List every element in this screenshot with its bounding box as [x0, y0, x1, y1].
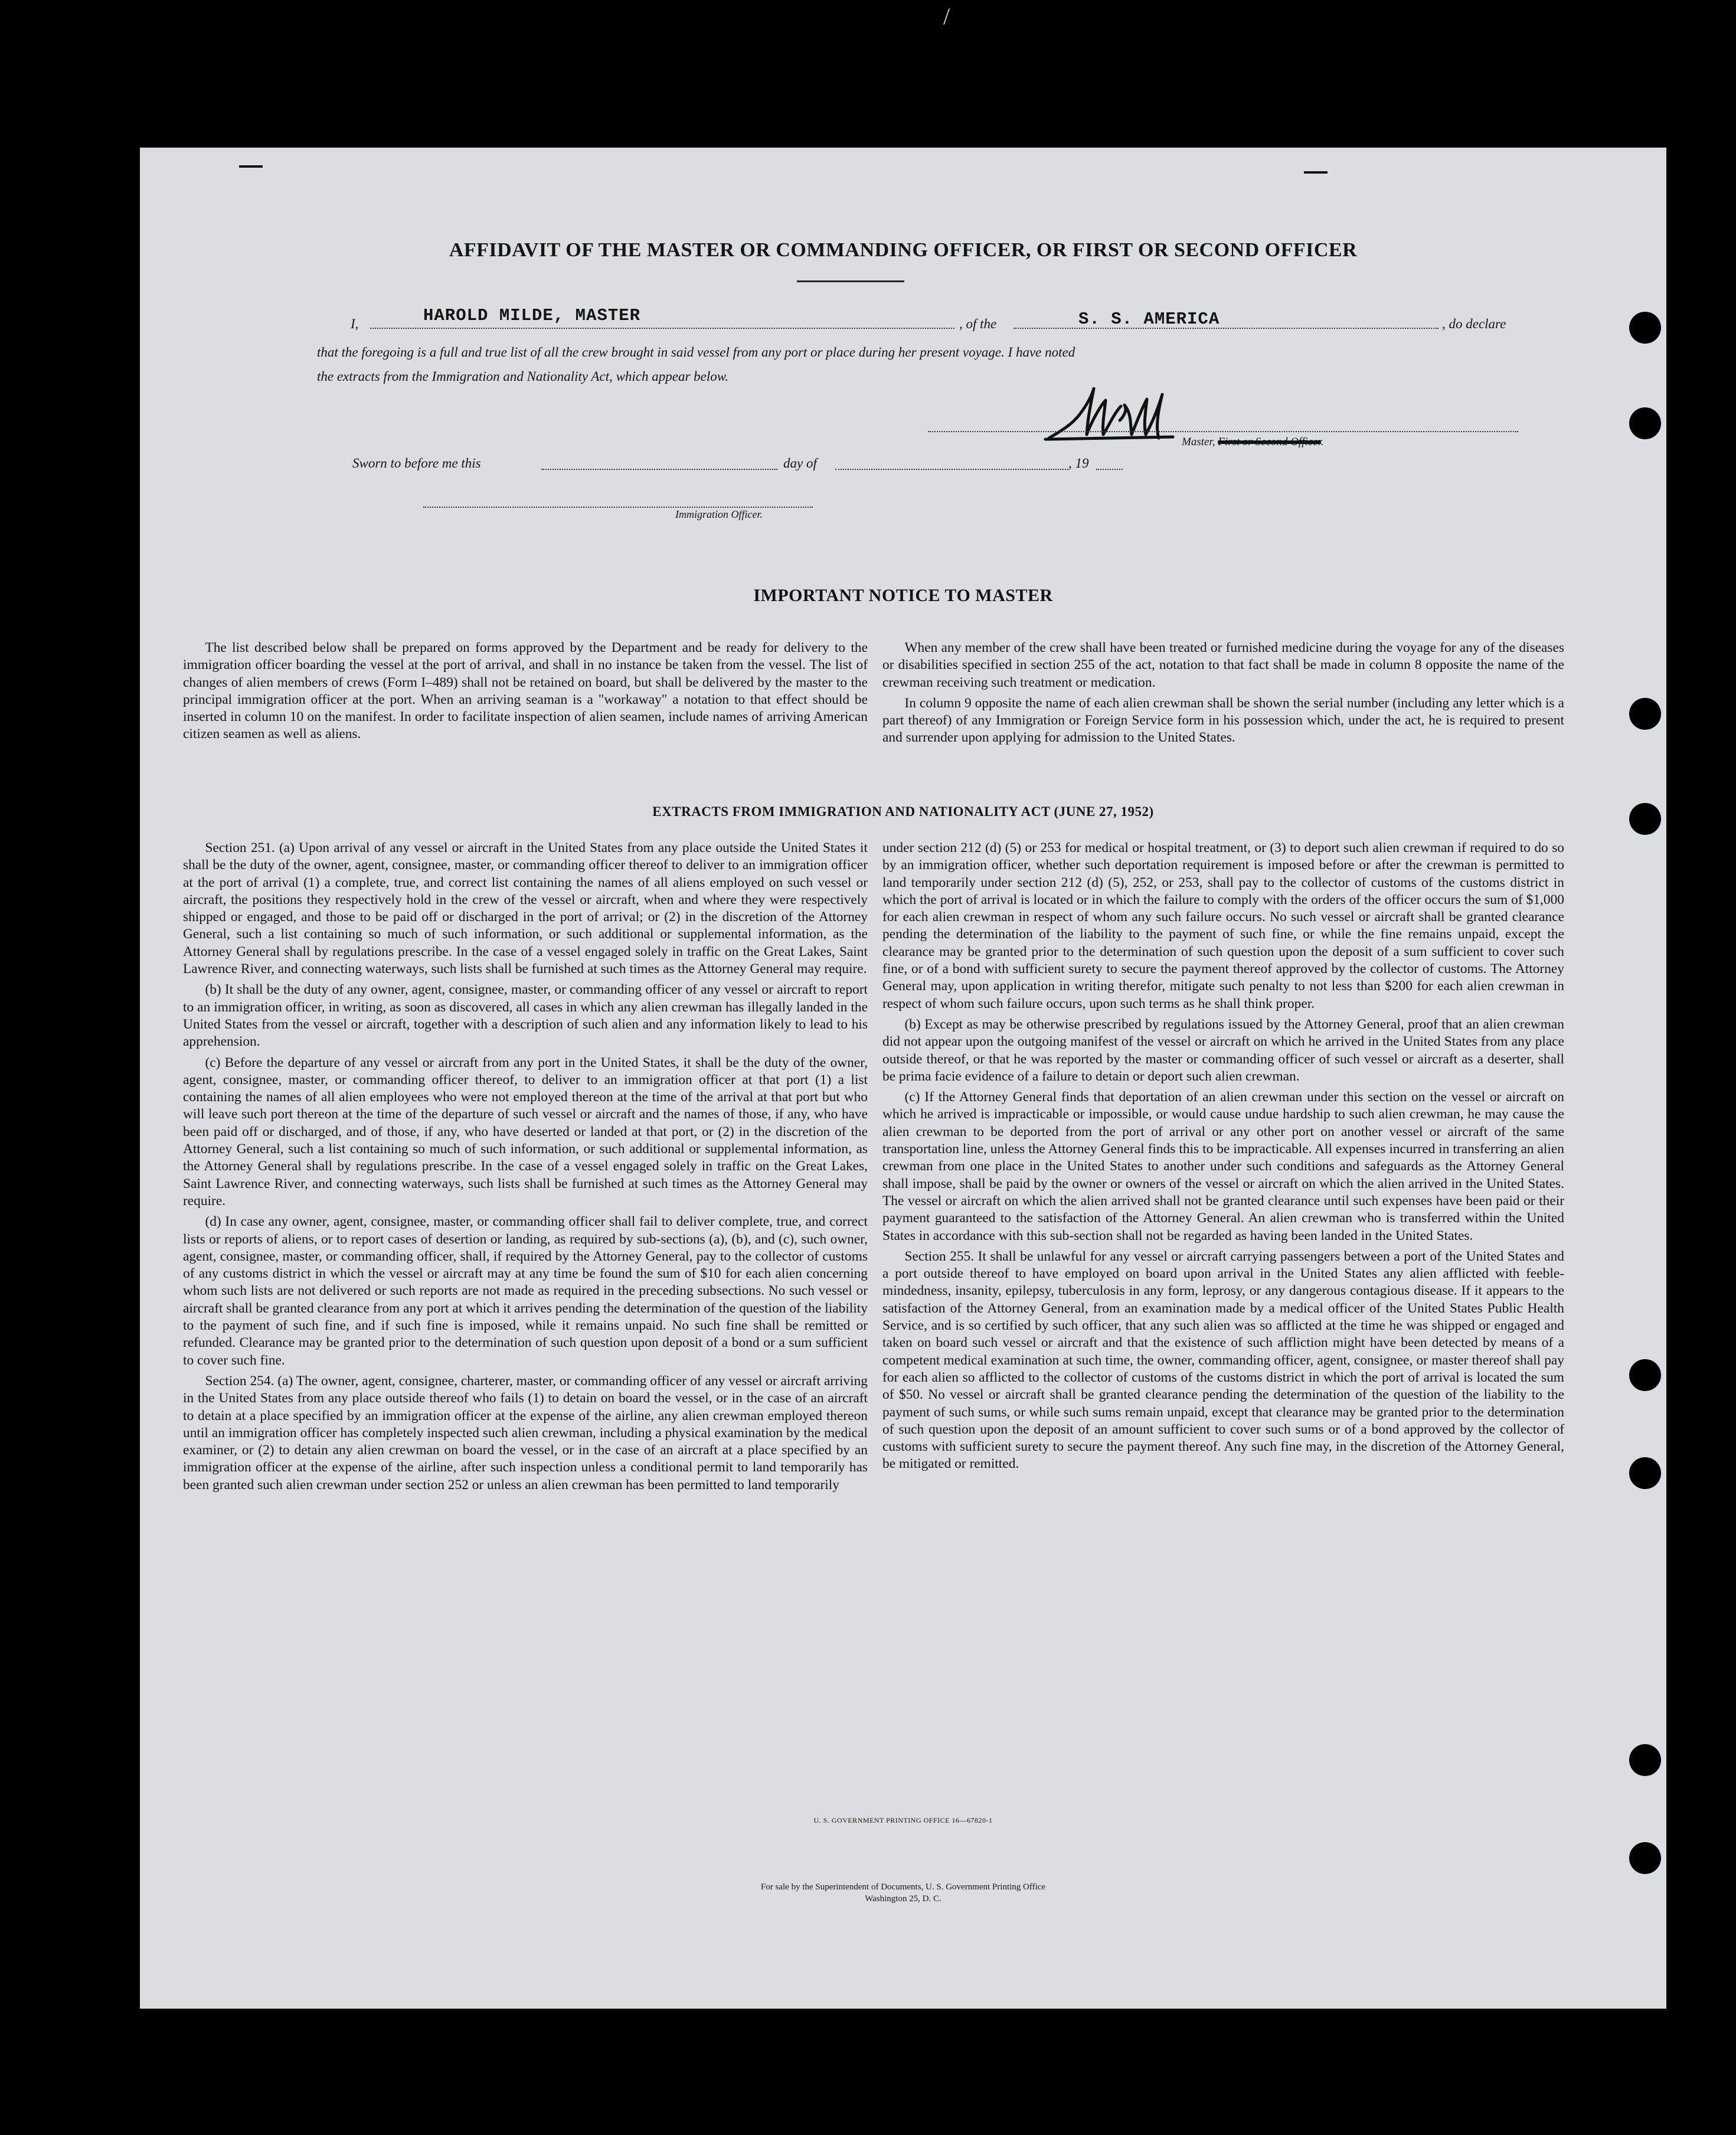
signature-line — [928, 431, 1518, 432]
extract-s255: Section 255. It shall be unlawful for any vessel or aircraft carrying passengers between a port of the United States and a port outside thereof to have employed on board upon arrival in the United States any alien afflicted with feeble-mindedness, insanity, epilepsy, tuberculosis in any form, leprosy, or any dangerous contagious disease. If it appears to the satisfaction of the Attorney General, from an examination made by a medical officer of the United States Public Health Service, and is so certified by such officer, that any such alien was so afflicted at the time he was shipped or engaged and taken on board such vessel or aircraft and that the existence of such affliction might have been detected by means of a competent medical examination at such time, the owner, commanding officer, agent, consignee, or master thereof shall pay for each alien so afflicted to the collector of customs of the customs district in which the port of arrival is located the sum of $50. No vessel or aircraft shall be granted clearance pending the determination of the question of the liability to the payment of such sums, or while such sums remain unpaid, except that clearance may be granted prior to the determination of such question upon the deposit of an amount sufficient to cover such sums or of a bond approved by the collector of customs with sufficient surety to secure the payment thereof. Any such fine may, in the discretion of the Attorney General, be mitigated or remitted. — [882, 1248, 1564, 1472]
gpo-imprint: U. S. GOVERNMENT PRINTING OFFICE 16—67820-1 — [813, 1816, 993, 1824]
sale-line-1: For sale by the Superintendent of Documents, U. S. Government Printing Office — [760, 1882, 1046, 1892]
binder-hole — [1629, 1744, 1661, 1776]
binder-hole — [1629, 698, 1661, 730]
extract-s251d: (d) In case any owner, agent, consignee, master, or commanding officer shall fail to deliver complete, true, and correct lists or reports of aliens, or to report cases of desertion or landing, as required by sub-sections (a), (b), and (c), such owner, agent, consignee, master, or commanding officer, shall, if required by the Attorney General, pay to the collector of customs of any customs district in which the vessel or aircraft may at any time be found the sum of $10 for each alien concerning whom such lists are not delivered or such reports are not made as required in the preceding subsections. No such vessel or aircraft shall be granted clearance from any port at which it arrives pending the determination of the question of the liability to the payment of such fine, and if such fine is imposed, while it remains unpaid. No such fine shall be remitted or refunded. Clearance may be granted prior to the determination of such question upon deposit of a bond or a sum sufficient to cover such fine. — [183, 1214, 868, 1368]
affidavit-of-the: , of the — [959, 316, 997, 331]
extract-s251c: (c) Before the departure of any vessel or aircraft from any port in the United States, it shall be the duty of the owner, agent, consignee, master, or commanding officer thereof, to deliver to an immigration officer at that port (1) a list containing the names of all alien employees who were not employed thereon at the time of the arrival at that port but who will leave such port thereon at the time of the departure of such vessel or aircraft and the names of those, if any, who have been paid off or discharged, and of those, if any, who have deserted or landed at that port, or (2) in the discretion of the Attorney General, such a list containing so much of such information, or such additional or supplemental information, as the Attorney General shall by regulations prescribe. In the case of a vessel engaged solely in traffic on the Great Lakes, Saint Lawrence River, and connecting waterways, such lists shall be furnished at such times as the Attorney General may require. — [183, 1055, 868, 1209]
affidavit-i-label: I, — [351, 316, 359, 331]
sworn-label: Sworn to before me this — [352, 456, 481, 471]
binder-hole — [1629, 1842, 1661, 1874]
sworn-day-line — [541, 469, 777, 470]
signature-caption — [1182, 436, 1324, 449]
affidavit-line2: that the foregoing is a full and true list of all the crew brought in said vessel from any port or place during her present voyage. I have noted — [317, 345, 1075, 360]
day-of-label: day of — [783, 456, 817, 471]
vessel-name: S. S. AMERICA — [1078, 309, 1220, 329]
notice-title: IMPORTANT NOTICE TO MASTER — [753, 586, 1053, 605]
notice-left — [183, 639, 868, 747]
year-line — [1096, 469, 1123, 470]
extract-s254a: Section 254. (a) The owner, agent, consignee, charterer, master, or commanding officer of any vessel or aircraft arriving in the United States from any place outside thereof who fails (1) to detain on board the vessel, or in the case of an aircraft to detain at a place specified by an immigration officer at the expense of the airline, any alien crewman employed thereon until an immigration officer has completely inspected such alien crewman, including a physical examination by the medical examiner, or (2) to detain any alien crewman on board the vessel, or in the case of an aircraft at a place specified by an immigration officer at the expense of the airline, after such inspection unless a conditional permit to land temporarily has been granted such alien crewman under section 252 or unless an alien crewman has been permitted to land temporarily — [183, 1373, 868, 1493]
declarant-name: HAROLD MILDE, MASTER — [423, 306, 641, 325]
officer-caption: Immigration Officer. — [675, 508, 763, 520]
extract-s254c: (c) If the Attorney General finds that deportation of an alien crewman under this section on the vessel or aircraft on which he arrived is impracticable or impossible, or would cause undue hardship to such alien crewman, he may cause the alien crewman to be deported from the port of arrival or any other port on another vessel or aircraft of the same transportation line, unless the Attorney General finds this to be impracticable. All expenses incurred in transferring an alien crewman from one place in the United States to another under such conditions and safeguards as the Attorney General shall impose, shall be paid by the owner or owners of the vessel or aircraft on which the alien arrived in the United States. The vessel or aircraft on which the alien arrived shall not be granted clearance until such expenses have been paid or their payment guaranteed to the satisfaction of the Attorney General. An alien crewman who is transferred within the United States in accordance with this sub-section shall not be regarded as having been landed in the United States. — [882, 1089, 1564, 1243]
affidavit-line3: the extracts from the Immigration and Nationality Act, which appear below. — [317, 369, 729, 384]
officer-line — [423, 507, 813, 508]
extract-s254b: (b) Except as may be otherwise prescribed by regulations issued by the Attorney General, proof that an alien crewman did not appear upon the outgoing manifest of the vessel or aircraft on which he arrived in the United States from any place outside thereof, or that he was reported by the master or commanding officer of such vessel or aircraft as a deserter, shall be prima facie evidence of a failure to detain or deport such alien crewman. — [882, 1016, 1564, 1084]
sale-line-2: Washington 25, D. C. — [865, 1894, 941, 1904]
binder-hole — [1629, 1359, 1661, 1391]
notice-right — [882, 639, 1564, 750]
sworn-month-line — [835, 469, 1068, 470]
extracts-right — [882, 840, 1564, 1477]
corner-dash-right — [1304, 171, 1328, 174]
binder-hole — [1629, 407, 1661, 439]
notice-right-text-1: When any member of the crew shall have been treated or furnished medicine during the voyage for any of the diseases or disabilities specified in section 255 of the act, notation to that fact shall be made in column 8 opposite the name of the crewman receiving such treatment or medication. — [882, 640, 1564, 690]
top-scan-mark: / — [943, 3, 950, 30]
title-rule — [797, 280, 904, 282]
corner-dash-left — [239, 165, 263, 168]
binder-hole — [1629, 312, 1661, 344]
extracts-title: EXTRACTS FROM IMMIGRATION AND NATIONALITY ACT (JUNE 27, 1952) — [652, 804, 1154, 819]
extract-s251a: Section 251. (a) Upon arrival of any vessel or aircraft in the United States from any place outside the United States it shall be the duty of the owner, agent, consignee, master, or commanding officer thereof to deliver to an immigration officer at the port of arrival (1) a complete, true, and correct list containing the names of all aliens employed on such vessel or aircraft, the positions they respectively hold in the crew of the vessel or aircraft, when and where they were respectively shipped or engaged, and those to be paid off or discharged in the port of arrival; or (2) in the discretion of the Attorney General, such a list containing so much of such information, or such additional or supplemental information, as the Attorney General shall by regulations prescribe. In the case of a vessel engaged solely in traffic on the Great Lakes, Saint Lawrence River, and connecting waterways, such lists shall be furnished at such times as the Attorney General may require. — [183, 840, 868, 977]
year-label: , 19 — [1068, 456, 1089, 471]
document-page — [140, 148, 1666, 2009]
affidavit-do-declare: , do declare — [1442, 316, 1506, 331]
caption-end: . — [1320, 436, 1324, 448]
notice-right-text-2: In column 9 opposite the name of each alien crewman shall be shown the serial number (including any letter which is a part thereof) of any Immigration or Foreign Service form in his possession which, under the act, he is required to present and surrender upon applying for admission to the United States. — [882, 695, 1564, 746]
declarant-line — [370, 328, 954, 329]
affidavit-title: AFFIDAVIT OF THE MASTER OR COMMANDING OFFICER, OR FIRST OR SECOND OFFICER — [449, 239, 1358, 261]
notice-left-text: The list described below shall be prepared on forms approved by the Department and be ready for delivery to the immigration officer boarding the vessel at the port of arrival, and shall in no instance be taken from the vessel. The list of changes of alien members of crews (Form I–489) shall not be retained on board, but shall be delivered by the master to the principal immigration officer at the port. When an arriving seaman is a "workaway" a notation to that effect should be inserted in column 10 on the manifest. In order to facilitate inspection of alien seamen, include names of arriving American citizen seamen as well as aliens. — [183, 640, 868, 742]
extract-s251b: (b) It shall be the duty of any owner, agent, consignee, master, or commanding officer of any vessel or aircraft to report to an immigration officer, in writing, as soon as discovered, all cases in which any alien crewman has illegally landed in the United States from the vessel or aircraft, together with a description of such alien and any information likely to lead to his apprehension. — [183, 982, 868, 1050]
extracts-left — [183, 840, 868, 1497]
vessel-line — [1014, 328, 1439, 329]
caption-struck-officer: First or Second Officer — [1218, 436, 1321, 448]
extract-s254a-cont: under section 212 (d) (5) or 253 for medical or hospital treatment, or (3) to deport such alien crewman if required to do so by an immigration officer, whether such deportation requirement is imposed before or after the crewman is permitted to land temporarily under section 212 (d) (5), 252, or 253, shall pay to the collector of customs of the customs district in which the port of arrival is located or in which the failure to comply with the orders of the officer occurs the sum of $1,000 for each alien crewman in respect of whom any such failure occurs. No such vessel or aircraft shall be granted clearance pending the determination of the liability to the payment of such fine, or while the fine remains unpaid, except the clearance may be granted prior to the determination of such question upon the deposit of a sum sufficient to cover such fine, or of a bond with sufficient surety to secure the payment thereof approved by the collector of customs. The Attorney General may, upon application in writing therefor, mitigate such penalty to not less than $200 for each alien crewman in respect of whom such failure occurs, upon such terms as he shall think proper. — [882, 840, 1564, 1011]
binder-hole — [1629, 1457, 1661, 1489]
binder-hole — [1629, 803, 1661, 835]
caption-master: Master, — [1182, 436, 1215, 448]
